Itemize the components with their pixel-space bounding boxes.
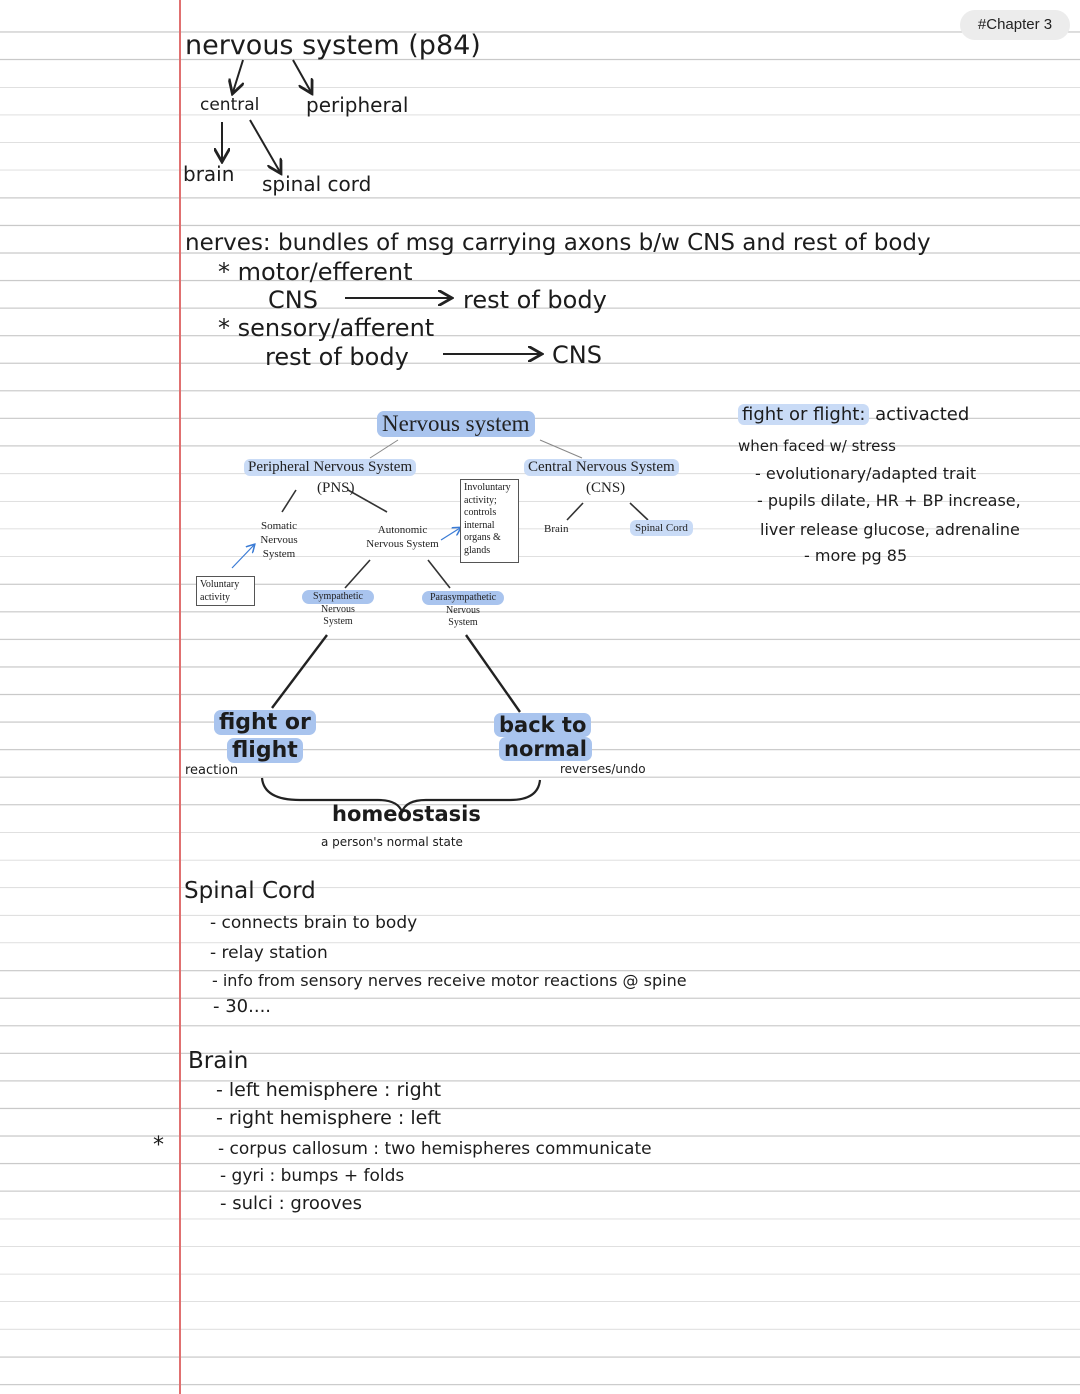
brain-item-1: - left hemisphere : right xyxy=(216,1079,442,1101)
flight-label: flight xyxy=(227,738,303,763)
line-autonomic-sympathetic xyxy=(345,560,370,588)
reverses-label: reverses/undo xyxy=(560,762,646,776)
line-sympathetic-fight xyxy=(272,635,327,708)
star-icon: * xyxy=(153,1133,164,1158)
line-autonomic-parasympathetic xyxy=(428,560,450,588)
normal-label: normal xyxy=(499,737,592,761)
nerves-definition: nerves: bundles of msg carrying axons b/w CNS and rest of body xyxy=(185,230,931,256)
homeostasis-label: homeostasis xyxy=(332,802,481,826)
diagram-spinal-cord: Spinal Cord xyxy=(630,520,693,536)
tree-peripheral: peripheral xyxy=(306,93,409,117)
brain-item-3: - corpus callosum : two hemispheres communicate xyxy=(218,1139,652,1159)
sensory-to: CNS xyxy=(552,341,602,369)
diagram-voluntary-box: Voluntary activity xyxy=(196,576,255,606)
tree-central: central xyxy=(200,95,260,115)
ff-note-heading-highlight: fight or flight: xyxy=(738,404,869,425)
diagram-somatic: Somatic Nervous System xyxy=(260,520,298,560)
reaction-label: reaction xyxy=(185,763,239,778)
line-parasympathetic-normal xyxy=(466,635,520,712)
diagram-brain: Brain xyxy=(544,523,569,535)
motor-to: rest of body xyxy=(463,286,607,314)
diagram-autonomic: Autonomic Nervous System xyxy=(366,524,439,550)
line-pns-somatic xyxy=(282,490,296,512)
arrow-to-central xyxy=(233,60,243,92)
line-root-pns xyxy=(370,440,398,458)
brain-item-4: - gyri : bumps + folds xyxy=(220,1166,405,1186)
diagram-sympathetic: Sympathetic Nervous System xyxy=(302,590,374,628)
spinal-cord-item-3: - info from sensory nerves receive motor reactions @ spine xyxy=(212,971,687,990)
chapter-tag: #Chapter 3 xyxy=(960,10,1070,40)
brain-heading: Brain xyxy=(188,1048,249,1074)
ff-note-line6: - more pg 85 xyxy=(804,546,908,565)
ff-note-line5: liver release glucose, adrenaline xyxy=(760,520,1020,539)
page-title: nervous system (p84) xyxy=(185,30,481,61)
spinal-cord-item-1: - connects brain to body xyxy=(210,913,418,933)
back-to-label: back to xyxy=(494,713,591,737)
diagram-pns-abbr: (PNS) xyxy=(317,480,355,496)
sensory-from: rest of body xyxy=(265,343,409,371)
brain-item-2: - right hemisphere : left xyxy=(216,1107,442,1129)
fight-or-label: fight or xyxy=(214,710,316,735)
homeostasis-definition: a person's normal state xyxy=(321,835,463,849)
tree-brain: brain xyxy=(183,162,235,186)
line-root-cns xyxy=(540,440,582,458)
spinal-cord-heading: Spinal Cord xyxy=(184,878,316,904)
ff-note-item-1: - evolutionary/adapted trait xyxy=(755,464,977,483)
sensory-label: * sensory/afferent xyxy=(218,314,435,342)
arrow-to-spinal-cord xyxy=(250,120,280,172)
arrow-to-peripheral xyxy=(293,60,311,92)
diagram-parasympathetic: Parasympathetic Nervous System xyxy=(422,591,504,629)
spinal-cord-item-4: - 30.... xyxy=(213,996,272,1017)
ff-note-heading xyxy=(738,404,969,425)
ff-note-line2: when faced w/ stress xyxy=(738,437,896,455)
motor-label: * motor/efferent xyxy=(218,258,413,286)
ff-note-heading-rest: activacted xyxy=(875,404,970,425)
diagram-root: Nervous system xyxy=(377,411,535,437)
tree-spinal-cord: spinal cord xyxy=(262,172,372,196)
diagram-cns-abbr: (CNS) xyxy=(586,480,626,496)
brain-item-5: - sulci : grooves xyxy=(220,1193,362,1214)
motor-from: CNS xyxy=(268,286,318,314)
diagram-pns: Peripheral Nervous System xyxy=(244,459,416,476)
ff-note-item-2: - pupils dilate, HR + BP increase, xyxy=(757,491,1021,510)
diagram-cns: Central Nervous System xyxy=(524,459,679,476)
spinal-cord-item-2: - relay station xyxy=(210,943,328,963)
diagram-involuntary-box: Involuntary activity; controls internal organs & glands xyxy=(460,479,519,563)
line-cns-spinal xyxy=(630,503,648,520)
line-cns-brain xyxy=(567,503,583,520)
